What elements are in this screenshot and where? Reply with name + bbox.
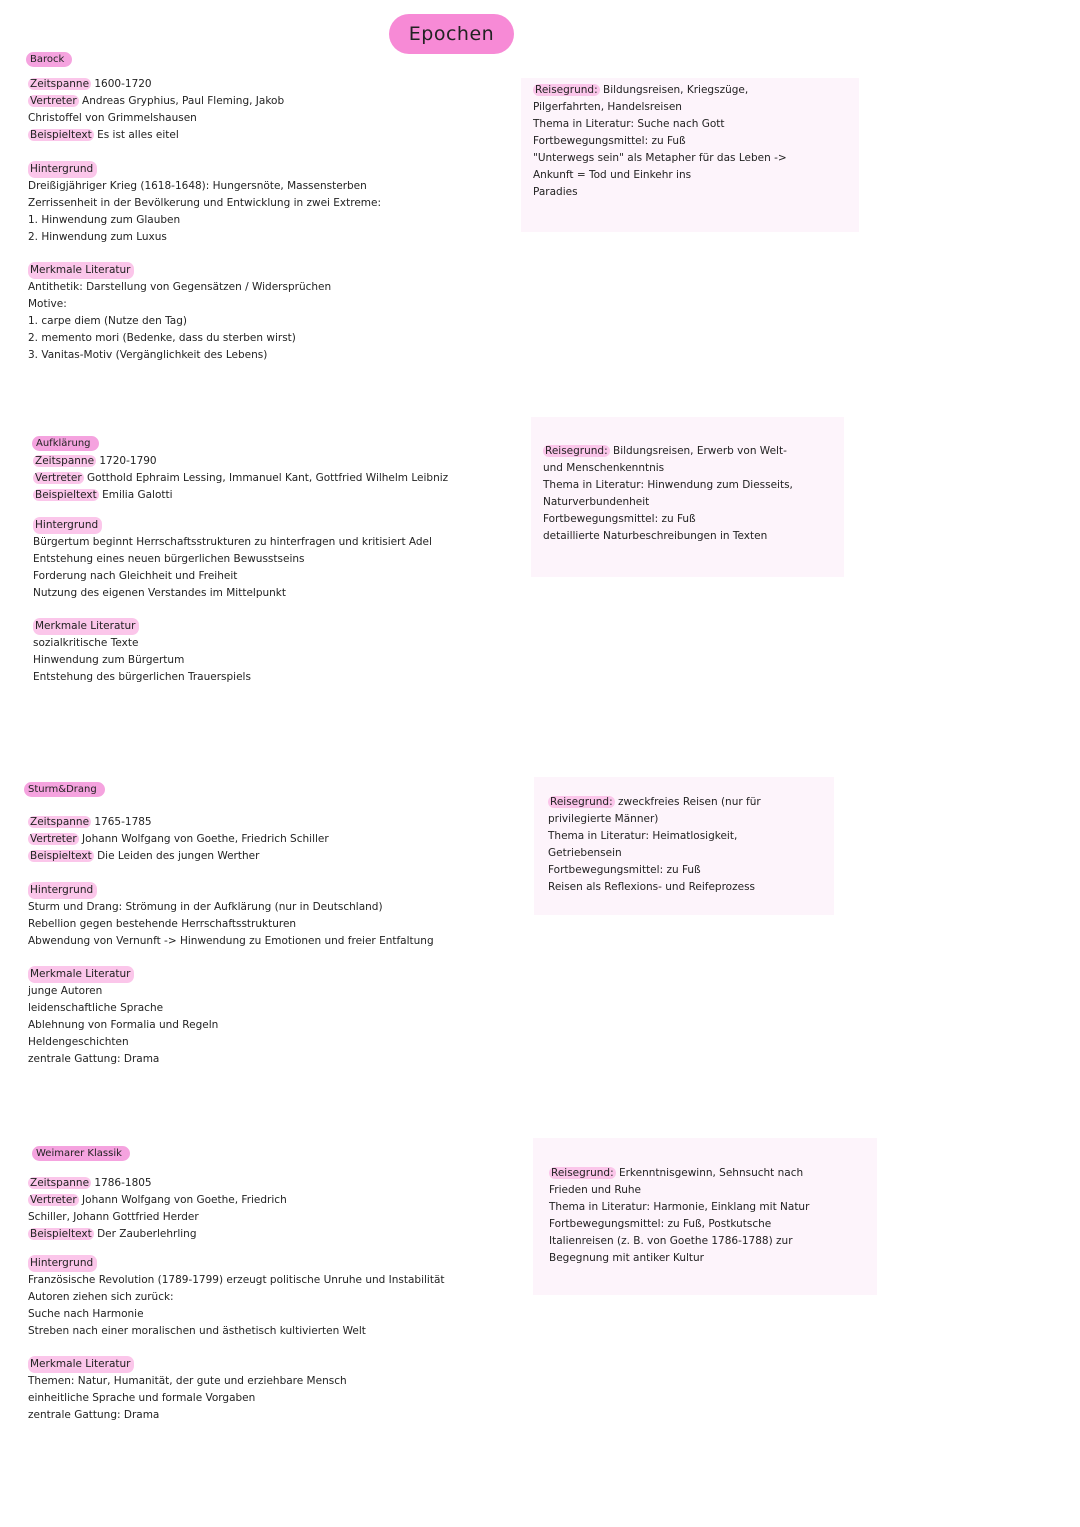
- klassik-hintergrund: [28, 1255, 445, 1340]
- list-item: junge Autoren: [28, 985, 103, 997]
- list-item: Paradies: [533, 186, 578, 198]
- barock-facts: [28, 76, 284, 144]
- list-item: 1. Hinwendung zum Glauben: [28, 214, 181, 226]
- sturm-merkmale: [28, 966, 218, 1068]
- list-item: Getriebensein: [548, 847, 622, 859]
- aufklaerung-reise-panel: [531, 417, 844, 577]
- list-item: sozialkritische Texte: [33, 637, 139, 649]
- reisegrund-label: Reisegrund:: [535, 84, 598, 96]
- klassik-vertreter-2: Schiller, Johann Gottfried Herder: [28, 1211, 199, 1223]
- reisegrund-text: Erkenntnisgewinn, Sehnsucht nach: [618, 1167, 804, 1179]
- list-item: Pilgerfahrten, Handelsreisen: [533, 101, 682, 113]
- list-item: Heldengeschichten: [28, 1036, 129, 1048]
- barock-reise-panel: [521, 78, 859, 232]
- sturm-facts: [28, 814, 329, 865]
- merkmale-heading: Merkmale Literatur: [33, 618, 139, 635]
- aufklaerung-merkmale: [33, 618, 251, 686]
- list-item: Begegnung mit antiker Kultur: [549, 1252, 704, 1264]
- hintergrund-heading: Hintergrund: [28, 882, 97, 899]
- list-item: Dreißigjähriger Krieg (1618-1648): Hungersnöte, Massensterben: [28, 180, 367, 192]
- klassik-vertreter-1: Johann Wolfgang von Goethe, Friedrich: [82, 1194, 287, 1206]
- beispieltext-label: Beispieltext: [30, 129, 92, 141]
- list-item: 2. memento mori (Bedenke, dass du sterben wirst): [28, 332, 296, 344]
- barock-merkmale: [28, 262, 331, 364]
- sturm-zeitspanne: 1765-1785: [94, 816, 152, 828]
- list-item: Themen: Natur, Humanität, der gute und erziehbare Mensch: [28, 1375, 347, 1387]
- aufklaerung-beispieltext: Emilia Galotti: [102, 489, 173, 501]
- list-item: Thema in Literatur: Hinwendung zum Diesseits,: [543, 479, 793, 491]
- list-item: Nutzung des eigenen Verstandes im Mittelpunkt: [33, 587, 286, 599]
- sturm-beispieltext: Die Leiden des jungen Werther: [97, 850, 260, 862]
- list-item: Thema in Literatur: Harmonie, Einklang mit Natur: [549, 1201, 810, 1213]
- list-item: Thema in Literatur: Heimatlosigkeit,: [548, 830, 738, 842]
- list-item: Rebellion gegen bestehende Herrschaftsstrukturen: [28, 918, 297, 930]
- epoch-badge-aufklaerung: Aufklärung: [32, 436, 99, 451]
- sturm-reise-panel: [534, 777, 834, 915]
- klassik-reise-panel: [533, 1138, 877, 1295]
- list-item: einheitliche Sprache und formale Vorgaben: [28, 1392, 256, 1404]
- list-item: Sturm und Drang: Strömung in der Aufklärung (nur in Deutschland): [28, 901, 383, 913]
- list-item: zentrale Gattung: Drama: [28, 1053, 160, 1065]
- list-item: Motive:: [28, 298, 67, 310]
- list-item: privilegierte Männer): [548, 813, 659, 825]
- barock-vertreter-2: Christoffel von Grimmelshausen: [28, 112, 197, 124]
- barock-hintergrund: [28, 161, 381, 246]
- merkmale-heading: Merkmale Literatur: [28, 262, 134, 279]
- list-item: 1. carpe diem (Nutze den Tag): [28, 315, 187, 327]
- list-item: Antithetik: Darstellung von Gegensätzen / Widersprüchen: [28, 281, 332, 293]
- klassik-facts: [28, 1175, 287, 1243]
- merkmale-heading: Merkmale Literatur: [28, 1356, 134, 1373]
- klassik-zeitspanne: 1786-1805: [94, 1177, 152, 1189]
- epoch-badge-sturm-drang: Sturm&Drang: [24, 782, 105, 797]
- list-item: Reisen als Reflexions- und Reifeprozess: [548, 881, 756, 893]
- list-item: Italienreisen (z. B. von Goethe 1786-1788) zur: [549, 1235, 793, 1247]
- epoch-badge-barock: Barock: [26, 52, 72, 67]
- list-item: Fortbewegungsmittel: zu Fuß: [543, 513, 696, 525]
- barock-zeitspanne: 1600-1720: [94, 78, 152, 90]
- zeitspanne-label: Zeitspanne: [35, 455, 95, 467]
- reisegrund-label: Reisegrund:: [550, 796, 613, 808]
- hintergrund-heading: Hintergrund: [28, 1255, 97, 1272]
- merkmale-heading: Merkmale Literatur: [28, 966, 134, 983]
- list-item: Entstehung eines neuen bürgerlichen Bewusstseins: [33, 553, 305, 565]
- list-item: Ablehnung von Formalia und Regeln: [28, 1019, 219, 1031]
- beispieltext-label: Beispieltext: [35, 489, 97, 501]
- reisegrund-text: Bildungsreisen, Erwerb von Welt-: [612, 445, 787, 457]
- list-item: Hinwendung zum Bürgertum: [33, 654, 185, 666]
- aufklaerung-facts: [33, 453, 448, 504]
- hintergrund-heading: Hintergrund: [28, 161, 97, 178]
- list-item: Fortbewegungsmittel: zu Fuß: [548, 864, 701, 876]
- klassik-merkmale: [28, 1356, 347, 1424]
- list-item: Streben nach einer moralischen und ästhetisch kultivierten Welt: [28, 1325, 366, 1337]
- vertreter-label: Vertreter: [35, 472, 82, 484]
- list-item: "Unterwegs sein" als Metapher für das Leben ->: [533, 152, 787, 164]
- list-item: 2. Hinwendung zum Luxus: [28, 231, 167, 243]
- list-item: Bürgertum beginnt Herrschaftsstrukturen zu hinterfragen und kritisiert Adel: [33, 536, 432, 548]
- vertreter-label: Vertreter: [30, 833, 77, 845]
- sturm-hintergrund: [28, 882, 434, 950]
- list-item: Frieden und Ruhe: [549, 1184, 641, 1196]
- reisegrund-label: Reisegrund:: [551, 1167, 614, 1179]
- vertreter-label: Vertreter: [30, 1194, 77, 1206]
- list-item: Abwendung von Vernunft -> Hinwendung zu Emotionen und freier Entfaltung: [28, 935, 434, 947]
- klassik-beispieltext: Der Zauberlehrling: [97, 1228, 197, 1240]
- list-item: Autoren ziehen sich zurück:: [28, 1291, 174, 1303]
- reisegrund-label: Reisegrund:: [545, 445, 608, 457]
- page-title: Epochen: [389, 14, 514, 54]
- list-item: Forderung nach Gleichheit und Freiheit: [33, 570, 238, 582]
- list-item: Zerrissenheit in der Bevölkerung und Entwicklung in zwei Extreme:: [28, 197, 382, 209]
- beispieltext-label: Beispieltext: [30, 850, 92, 862]
- list-item: detaillierte Naturbeschreibungen in Texten: [543, 530, 768, 542]
- sturm-vertreter-1: Johann Wolfgang von Goethe, Friedrich Schiller: [82, 833, 329, 845]
- vertreter-label: Vertreter: [30, 95, 77, 107]
- list-item: Naturverbundenheit: [543, 496, 650, 508]
- zeitspanne-label: Zeitspanne: [30, 78, 90, 90]
- zeitspanne-label: Zeitspanne: [30, 816, 90, 828]
- zeitspanne-label: Zeitspanne: [30, 1177, 90, 1189]
- list-item: Suche nach Harmonie: [28, 1308, 144, 1320]
- list-item: Fortbewegungsmittel: zu Fuß: [533, 135, 686, 147]
- list-item: und Menschenkenntnis: [543, 462, 665, 474]
- list-item: 3. Vanitas-Motiv (Vergänglichkeit des Lebens): [28, 349, 268, 361]
- list-item: zentrale Gattung: Drama: [28, 1409, 160, 1421]
- list-item: Französische Revolution (1789-1799) erzeugt politische Unruhe und Instabilität: [28, 1274, 445, 1286]
- reisegrund-text: Bildungsreisen, Kriegszüge,: [602, 84, 749, 96]
- epoch-badge-weimarer-klassik: Weimarer Klassik: [32, 1146, 130, 1161]
- aufklaerung-hintergrund: [33, 517, 432, 602]
- list-item: Thema in Literatur: Suche nach Gott: [533, 118, 725, 130]
- reisegrund-text: zweckfreies Reisen (nur für: [617, 796, 761, 808]
- list-item: Entstehung des bürgerlichen Trauerspiels: [33, 671, 251, 683]
- beispieltext-label: Beispieltext: [30, 1228, 92, 1240]
- barock-vertreter-1: Andreas Gryphius, Paul Fleming, Jakob: [82, 95, 285, 107]
- list-item: Ankunft = Tod und Einkehr ins: [533, 169, 692, 181]
- aufklaerung-zeitspanne: 1720-1790: [99, 455, 157, 467]
- barock-beispieltext: Es ist alles eitel: [97, 129, 179, 141]
- list-item: Fortbewegungsmittel: zu Fuß, Postkutsche: [549, 1218, 772, 1230]
- aufklaerung-vertreter-1: Gotthold Ephraim Lessing, Immanuel Kant, Gottfried Wilhelm Leibniz: [87, 472, 449, 484]
- list-item: leidenschaftliche Sprache: [28, 1002, 164, 1014]
- hintergrund-heading: Hintergrund: [33, 517, 102, 534]
